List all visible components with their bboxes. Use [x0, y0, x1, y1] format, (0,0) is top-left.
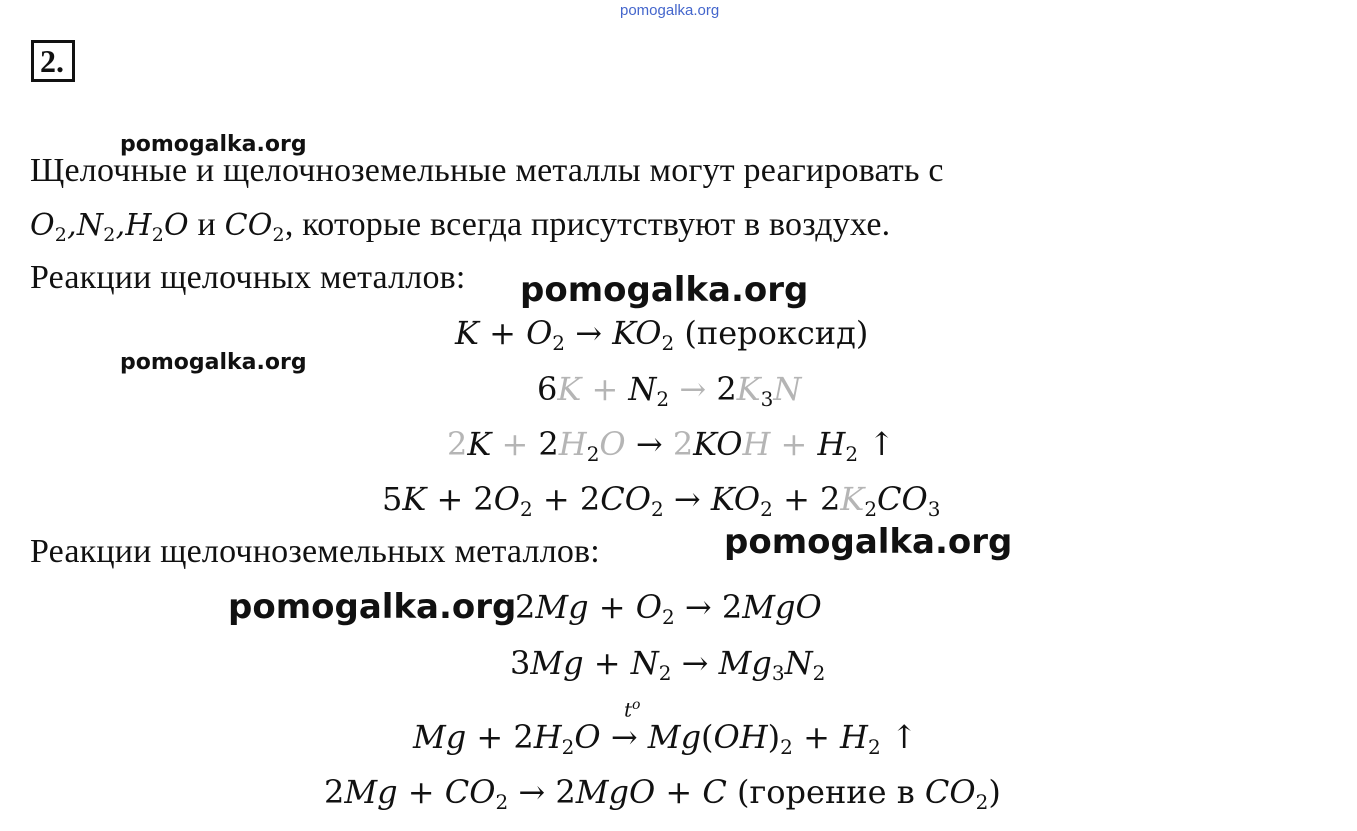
peroxide-note: (пероксид) [684, 314, 869, 352]
ae-equation-2: $3Mg + N_2 \to Mg_3N_2$ [510, 644, 826, 685]
heat-condition-sup: o [632, 697, 641, 713]
alkali-equation-1: $K + O_2 \to KO_2$ (пероксид) [455, 314, 869, 355]
heat-condition-t: t [624, 697, 633, 722]
intro-line-2-text: , которые всегда присутствуют в воздухе. [284, 206, 891, 243]
intro-line-1: Щелочные и щелочноземельные металлы могут реагировать с [30, 152, 944, 189]
alkali-equation-2: $6K + N_2 \to 2K_3N$ [537, 370, 802, 411]
formula-gases: $O_2,N_2,H_2O$ [30, 208, 189, 246]
watermark-2: pomogalka.org [520, 270, 809, 310]
top-watermark: pomogalka.org [620, 2, 720, 19]
alkaline-earth-header: Реакции щелочноземельных металлов: [30, 533, 600, 570]
alkali-equation-4: $5K + 2O_2 + 2CO_2 \to KO_2 + 2K_2CO_3$ [382, 480, 941, 521]
alkali-equation-3: $2K + 2H_2O \to 2KOH + H_2$ ↑ [447, 425, 896, 466]
ae-equation-4: $2Mg + CO_2 \to 2MgO + C$ (горение в $CO_2$) [324, 773, 1001, 814]
alkali-header: Реакции щелочных металлов: [30, 259, 466, 296]
watermark-3: pomogalka.org [120, 350, 307, 375]
intro-line-2 [30, 206, 890, 244]
ae-equation-1: $2Mg + O_2 \to 2MgO$ [515, 588, 822, 629]
watermark-5: pomogalka.org [228, 587, 517, 627]
ae-equation-3: $Mg + 2H_2O \to Mg(OH)_2 + H_2$ ↑ [413, 718, 918, 759]
formula-co2: $CO_2$ [224, 208, 285, 246]
watermark-1: pomogalka.org [120, 132, 307, 157]
watermark-4: pomogalka.org [724, 522, 1013, 562]
problem-number: 2. [31, 40, 75, 82]
combustion-note: (горение в [737, 773, 925, 811]
and-word: и [197, 206, 216, 243]
